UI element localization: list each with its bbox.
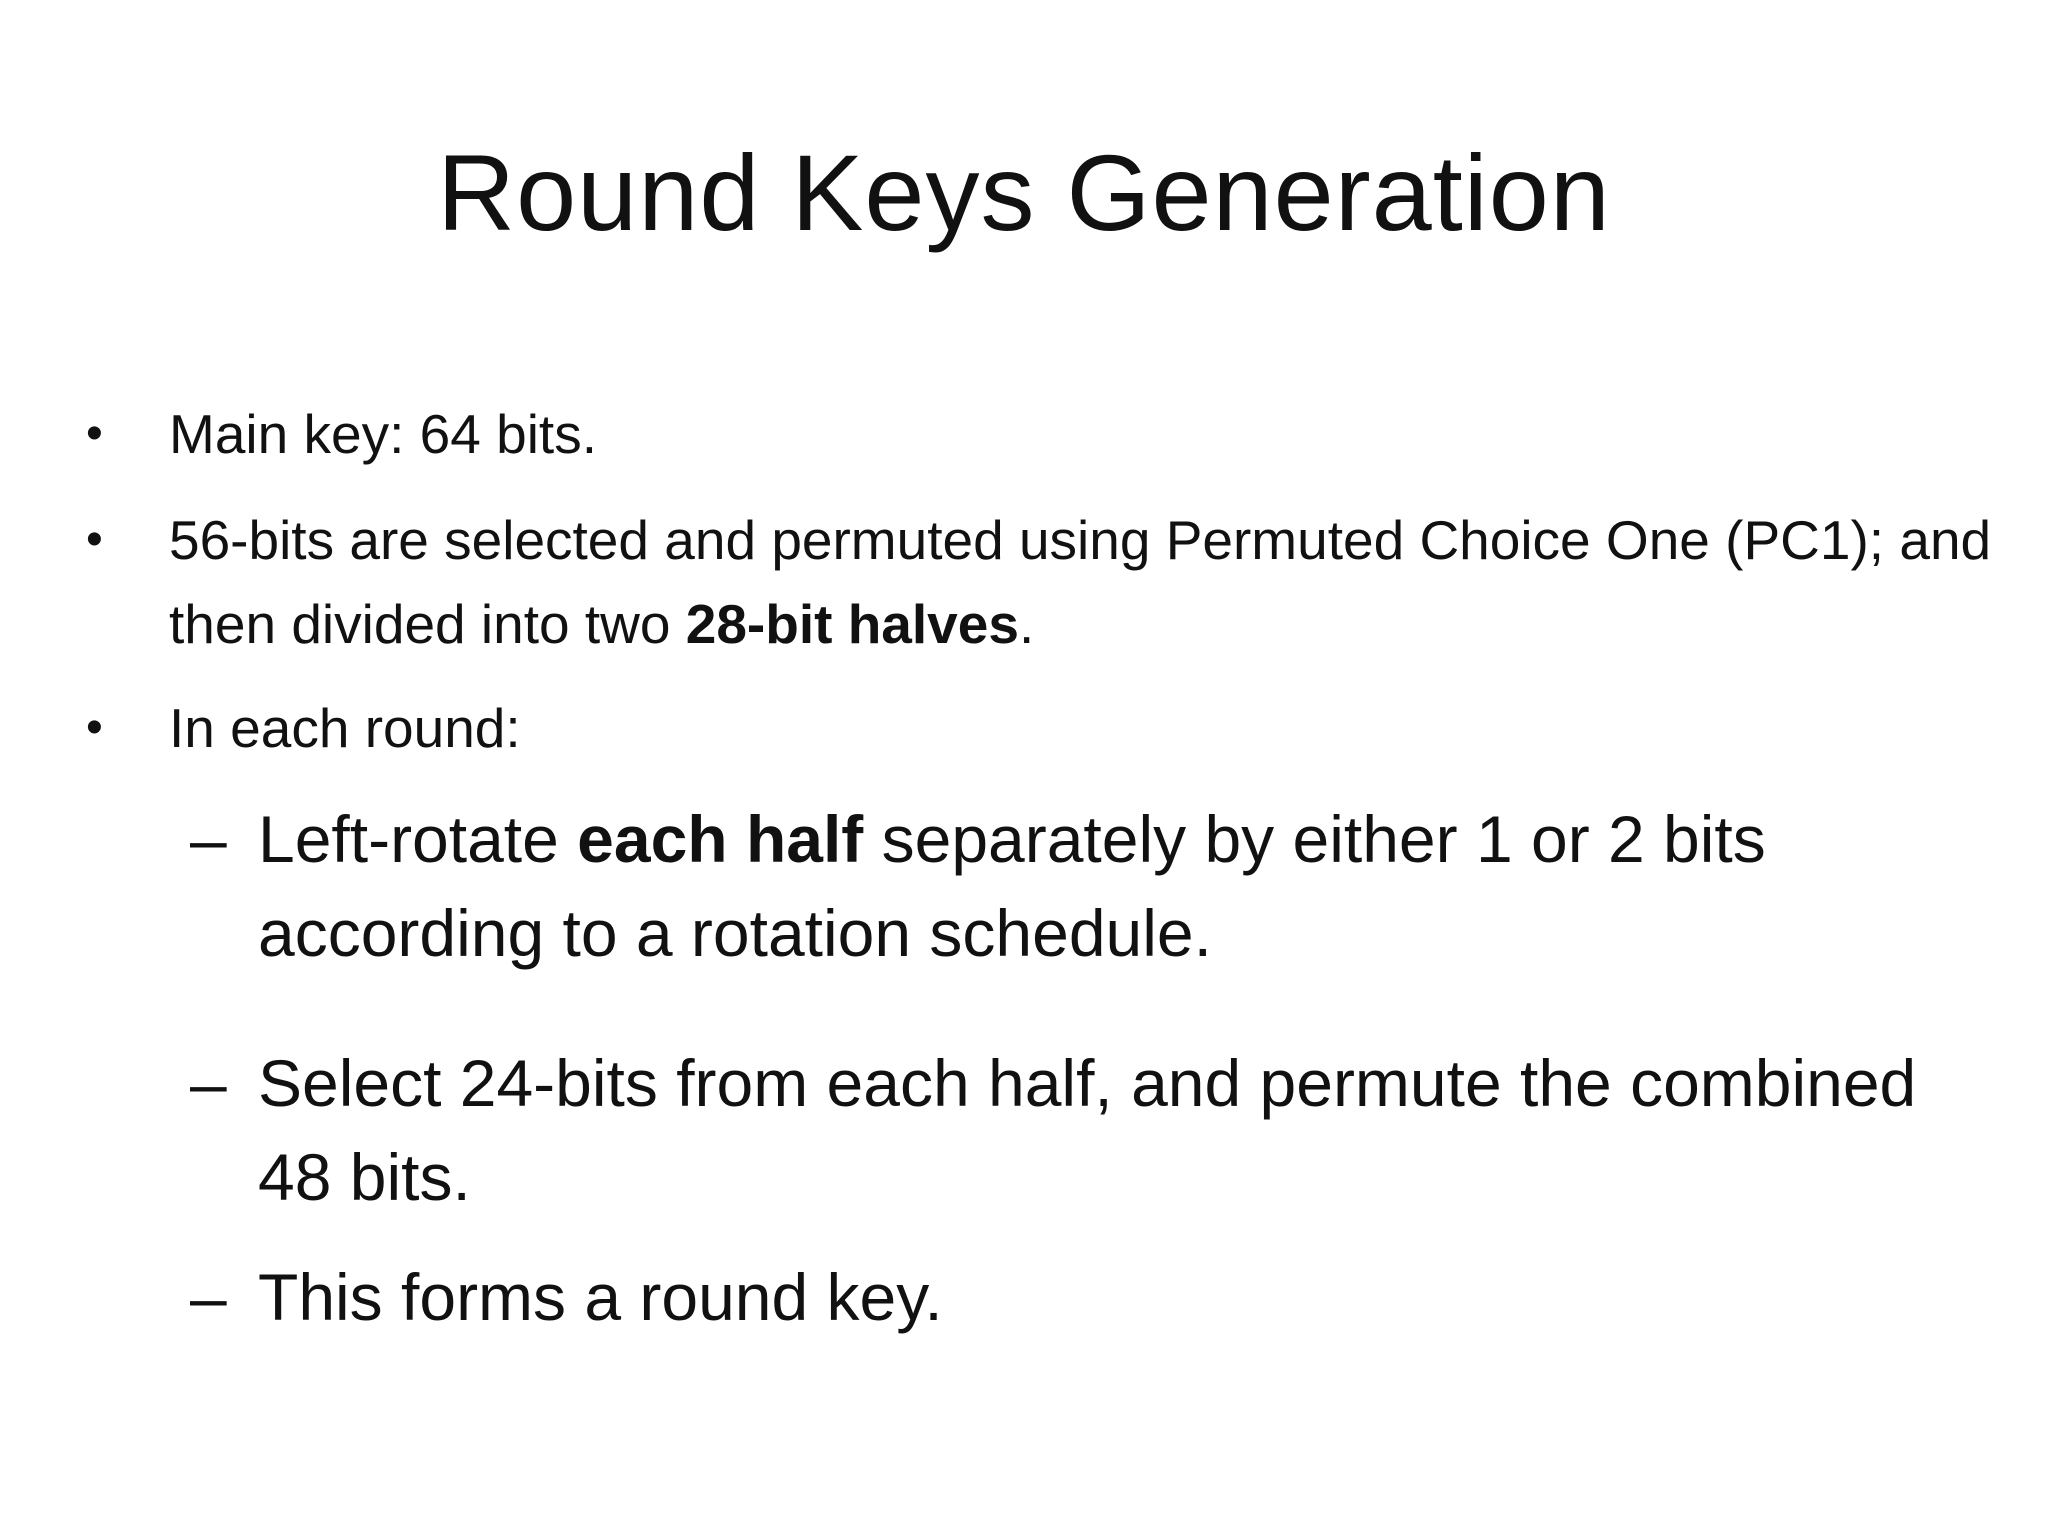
- sub-bullet-text: [258, 792, 1958, 980]
- sub-bullet-text: Select 24-bits from each half, and permute the combined 48 bits.: [258, 1046, 1917, 1214]
- sub-bullet-marker: –: [190, 1260, 227, 1334]
- sub-bullet-text: This forms a round key.: [258, 1260, 943, 1334]
- sub-bullet-marker: –: [190, 802, 227, 876]
- bullet-text: [169, 498, 2029, 666]
- bullet-text: In each round:: [169, 697, 521, 759]
- sub-bullet-text-part: separately by either 1 or 2 bits according to a rotation schedule.: [258, 802, 1766, 970]
- bullet-text-part: .: [1018, 593, 1035, 655]
- sub-bullet-text-part: Left-rotate: [258, 802, 578, 876]
- bullet-text-part: 56-bits are selected and permuted using Permuted Choice One (PC1); and then divided into two: [169, 509, 1992, 655]
- sub-bullet-text-bold: each half: [577, 802, 864, 876]
- bullet-marker: •: [86, 513, 103, 566]
- bullet-marker: •: [86, 407, 103, 460]
- bullet-text: Main key: 64 bits.: [169, 403, 597, 465]
- slide-title: Round Keys Generation: [437, 132, 1611, 253]
- bullet-marker: •: [86, 701, 103, 754]
- bullet-text-bold: 28-bit halves: [685, 593, 1019, 655]
- sub-bullet-marker: –: [190, 1046, 227, 1120]
